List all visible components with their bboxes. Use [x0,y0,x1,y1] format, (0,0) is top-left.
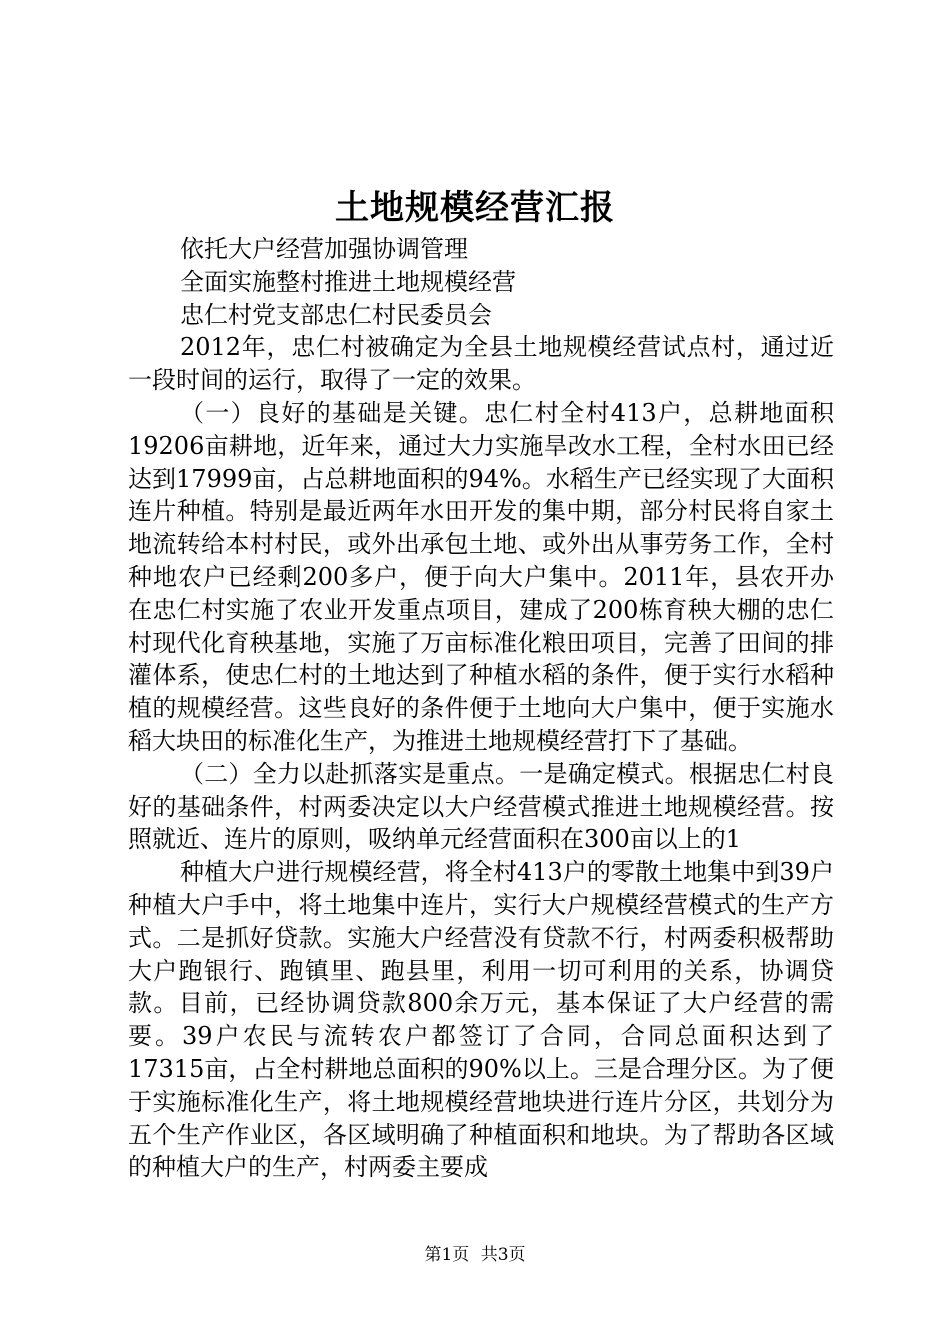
continuation-paragraph: 种植大户进行规模经营，将全村413户的零散土地集中到39户种植大户手中，将土地集中连片，实行大户规模经营模式的生产方式。二是抓好贷款。实施大户经营没有贷款不行，村两委积极帮助大户跑银行、跑镇里、跑县里，利用一切可利用的关系，协调贷款。目前，已经协调贷款800余万元，基本保证了大户经营的需要。39户农民与流转农户都签订了合同，合同总面积达到了17315亩，占全村耕地总面积的90%以上。三是合理分区。为了便于实施标准化生产，将土地规模经营地块进行连片分区，共划分为五个生产作业区，各区域明确了种植面积和地块。为了帮助各区域的种植大户的生产，村两委主要成 [128,858,834,1182]
section-one-paragraph: （一）良好的基础是关键。忠仁村全村413户，总耕地面积19206亩耕地，近年来，通过大力实施旱改水工程，全村水田已经达到17999亩，占总耕地面积的94%。水稻生产已经实现了大面积连片种植。特别是最近两年水田开发的集中期，部分村民将自家土地流转给本村村民，或外出承包土地、或外出从事劳务工作，全村种地农户已经剩200多户，便于向大户集中。2011年，县农开办在忠仁村实施了农业开发重点项目，建成了200栋育秧大棚的忠仁村现代化育秧基地，实施了万亩标准化粮田项目，完善了田间的排灌体系，使忠仁村的土地达到了种植水稻的条件，便于实行水稻种植的规模经营。这些良好的条件便于土地向大户集中，便于实施水稻大块田的标准化生产，为推进土地规模经营打下了基础。 [128,398,834,755]
subtitle-line-2: 全面实施整村推进土地规模经营 [180,267,516,296]
subtitle-line-1: 依托大户经营加强协调管理 [180,235,468,263]
page-total: 共3页 [480,1245,526,1265]
document-body [128,233,834,1184]
document-title: 土地规模经营汇报 [335,188,615,228]
intro-paragraph: 2012年，忠仁村被确定为全县土地规模经营试点村，通过近一段时间的运行，取得了一定的效果。 [128,333,834,395]
page-footer [0,1240,950,1265]
page-number: 第1页 [424,1245,470,1265]
author-line: 忠仁村党支部忠仁村民委员会 [180,300,492,329]
section-two-paragraph: （二）全力以赴抓落实是重点。一是确定模式。根据忠仁村良好的基础条件，村两委决定以大户经营模式推进土地规模经营。按照就近、连片的原则，吸纳单元经营面积在300亩以上的1 [128,759,834,854]
